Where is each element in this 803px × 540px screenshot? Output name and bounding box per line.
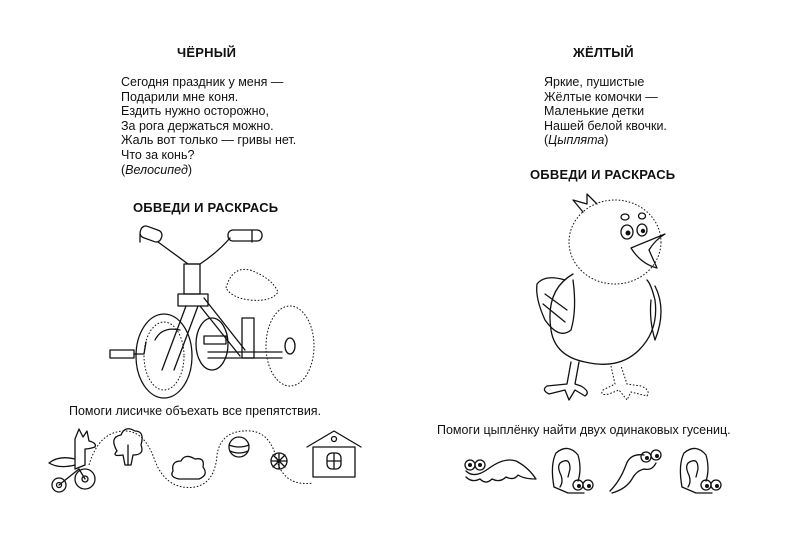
poem-line: Жаль вот только — гривы нет. (121, 133, 297, 148)
poem-line: Нашей белой квочки. (544, 118, 667, 133)
right-title: ЖЁЛТЫЙ (573, 45, 634, 60)
chick-illustration (515, 190, 695, 405)
poem-line: Ездить нужно осторожно, (121, 104, 269, 119)
obstacle-maze (45, 425, 365, 500)
right-poem (544, 75, 667, 148)
right-task: Помоги цыплёнку найти двух одинаковых гусениц. (437, 423, 731, 437)
caterpillar-4-icon (680, 448, 721, 493)
poem-line: Подарили мне коня. (121, 89, 239, 104)
fox-icon (49, 429, 95, 492)
poem-line: Сегодня праздник у меня — (121, 75, 284, 89)
left-task: Помоги лисичке объехать все препятствия. (69, 404, 322, 418)
tricycle-illustration (100, 222, 310, 392)
flower-icon (271, 453, 287, 469)
poem-line: Маленькие детки (544, 104, 645, 119)
poem-line: Что за конь? (121, 147, 195, 162)
riddle-answer: (Цыплята) (544, 133, 609, 148)
house-icon (307, 431, 361, 477)
caterpillar-3-icon (610, 450, 661, 493)
riddle-answer: (Велосипед) (121, 162, 193, 177)
left-exercise-title: ОБВЕДИ И РАСКРАСЬ (133, 200, 279, 215)
caterpillar-2-icon (552, 448, 593, 493)
poem-line: За рога держаться можно. (121, 118, 274, 133)
bush-icon (172, 456, 205, 479)
ball-icon (229, 437, 249, 457)
caterpillar-1-icon (465, 460, 536, 482)
poem-line: Яркие, пушистые (544, 75, 645, 89)
left-title: ЧЁРНЫЙ (177, 45, 237, 60)
poem-line: Жёлтые комочки — (544, 89, 658, 104)
right-exercise-title: ОБВЕДИ И РАСКРАСЬ (530, 167, 676, 182)
tree-icon (114, 429, 142, 465)
caterpillars-row (460, 445, 760, 500)
left-poem (121, 75, 296, 177)
